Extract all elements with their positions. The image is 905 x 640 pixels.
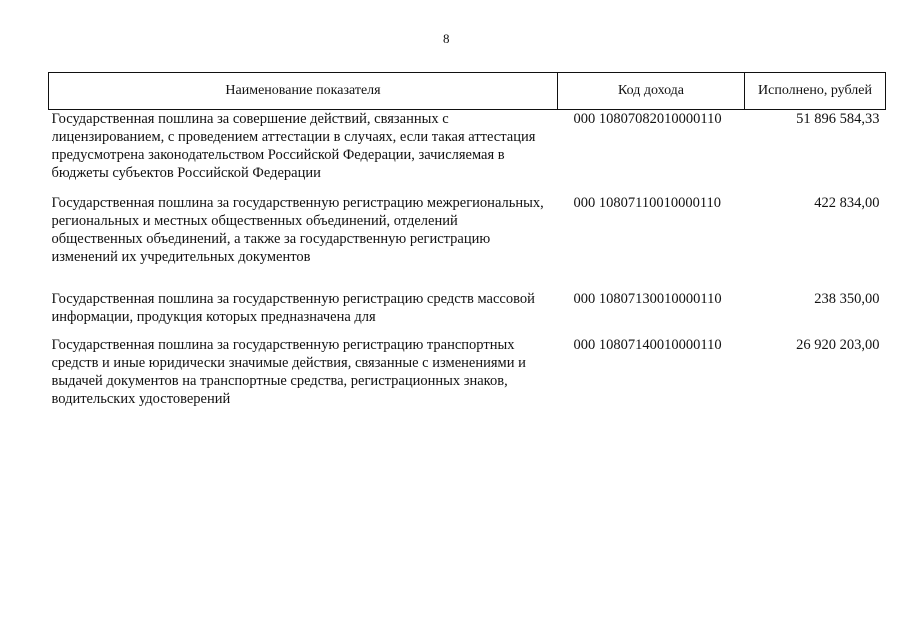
header-code: Код дохода (558, 73, 745, 110)
executed-amount: 51 896 584,33 (796, 111, 880, 127)
indicator-name-text: Государственная пошлина за совершение действий, связанных с лицензированием, с проведением аттестации в случаях, если такая аттестация предусмотрена законодательством Российской Федерации, зачисляемая в бюджеты субъектов Российской Федерации (51, 111, 536, 181)
table-row (49, 110, 886, 187)
executed-amount: 422 834,00 (814, 195, 880, 211)
page-number: 8 (443, 31, 450, 46)
income-code: 000 10807140010000110 (573, 337, 722, 353)
revenue-table (48, 72, 886, 408)
executed-amount: 26 920 203,00 (796, 337, 880, 353)
header-value: Исполнено, рублей (745, 73, 886, 110)
table-row (49, 186, 886, 282)
indicator-name (49, 186, 558, 282)
income-code: 000 10807110010000110 (573, 195, 722, 211)
indicator-name-text: Государственная пошлина за государственную регистрацию межрегиональных, региональных и местных общественных объединений, отделений общественных объединений, а также за государственную регистрацию изменений их учредительных документов (51, 195, 544, 265)
table-header (49, 73, 886, 110)
table-row (49, 282, 886, 336)
indicator-name (49, 282, 558, 336)
income-code: 000 10807130010000110 (573, 291, 722, 307)
income-code: 000 10807082010000110 (573, 111, 722, 127)
indicator-name-text: Государственная пошлина за государственную регистрацию транспортных средств и иные юридически значимые действия, связанные с изменениями и выдачей документов на транспортные средства, регистрационных знаков, водительских удостоверений (51, 337, 526, 407)
executed-amount: 238 350,00 (814, 291, 880, 307)
indicator-name (49, 110, 558, 187)
indicator-name (49, 336, 558, 408)
indicator-name-text: Государственная пошлина за государственную регистрацию средств массовой информации, продукция которых предназначена для (51, 291, 535, 325)
table-row (49, 336, 886, 408)
header-name: Наименование показателя (49, 73, 558, 110)
